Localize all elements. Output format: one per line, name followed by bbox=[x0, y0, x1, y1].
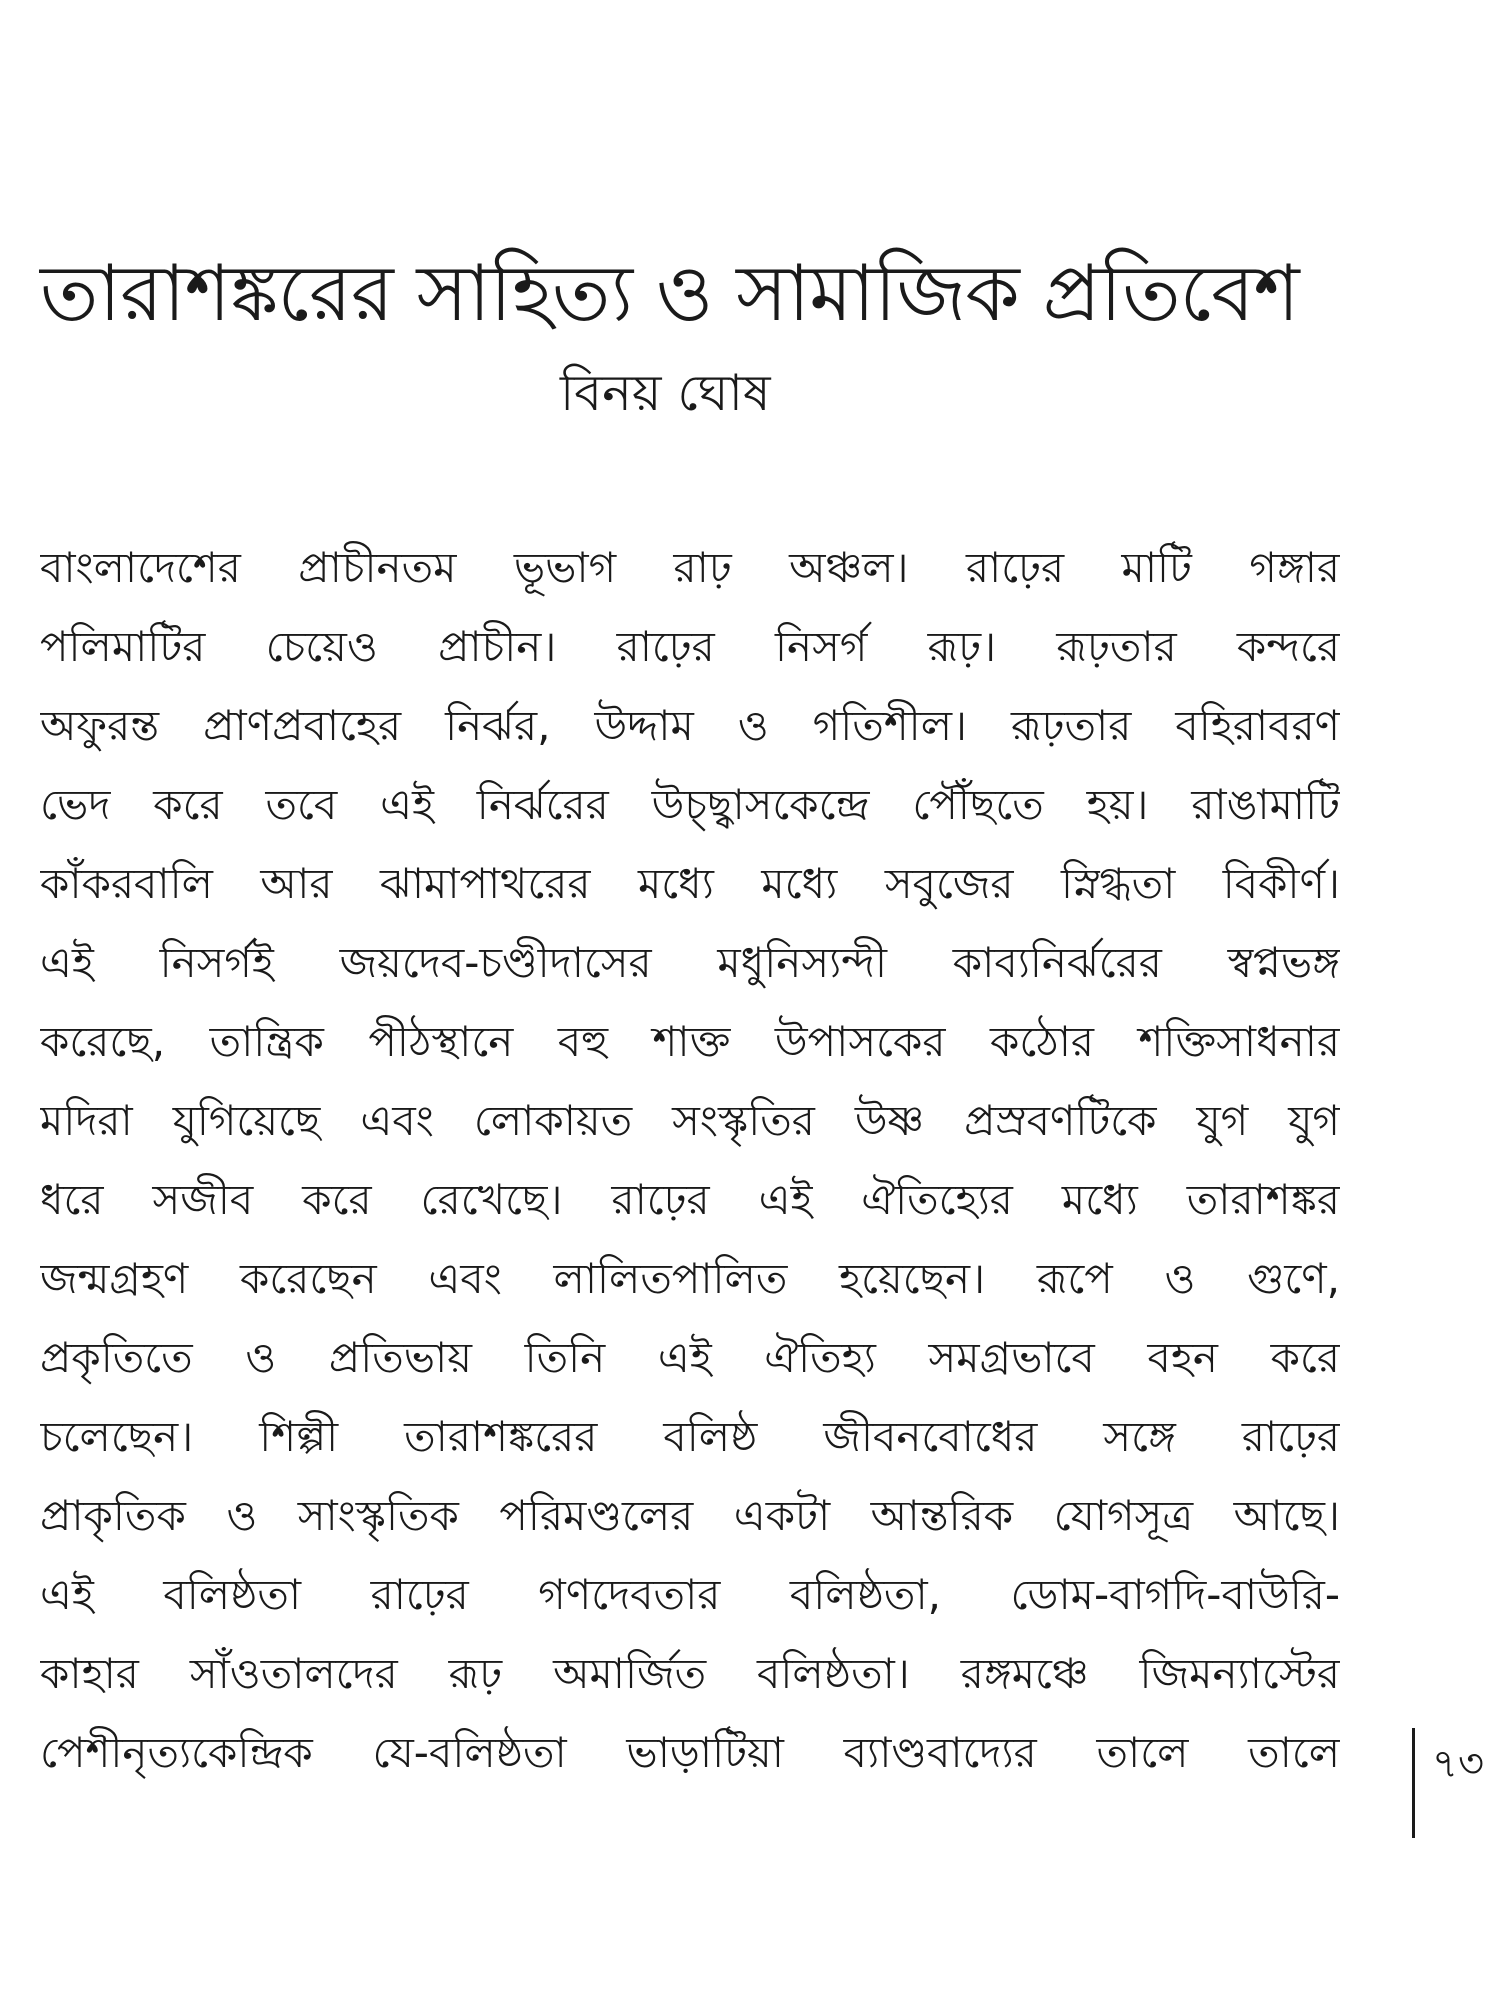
body-paragraph bbox=[40, 528, 1340, 1792]
article-title: তারাশঙ্করের সাহিত্য ও সামাজিক প্রতিবেশ bbox=[40, 249, 1299, 340]
text-line: প্রকৃতিতে ও প্রতিভায় তিনি এই ঐতিহ্য সমগ্রভাবে বহন করে bbox=[40, 1333, 1340, 1382]
text-line: মদিরা যুগিয়েছে এবং লোকায়ত সংস্কৃতির উষ্ণ প্রস্রবণটিকে যুগ যুগ bbox=[40, 1096, 1340, 1145]
text-line: অফুরন্ত প্রাণপ্রবাহের নির্ঝর, উদ্দাম ও গতিশীল। রূঢ়তার বহিরাবরণ bbox=[40, 701, 1340, 750]
text-line: জন্মগ্রহণ করেছেন এবং লালিতপালিত হয়েছেন। রূপে ও গুণে, bbox=[40, 1254, 1340, 1303]
text-line: ভেদ করে তবে এই নির্ঝরের উচ্ছ্বাসকেন্দ্রে পৌঁছতে হয়। রাঙামাটি bbox=[40, 780, 1340, 829]
text-line: প্রাকৃতিক ও সাংস্কৃতিক পরিমণ্ডলের একটা আন্তরিক যোগসূত্র আছে। bbox=[40, 1491, 1340, 1540]
text-line: করেছে, তান্ত্রিক পীঠস্থানে বহু শাক্ত উপাসকের কঠোর শক্তিসাধনার bbox=[40, 1017, 1340, 1066]
text-line: এই বলিষ্ঠতা রাঢ়ের গণদেবতার বলিষ্ঠতা, ডোম-বাগদি-বাউরি- bbox=[40, 1570, 1340, 1619]
text-line: কাহার সাঁওতালদের রূঢ় অমার্জিত বলিষ্ঠতা। রঙ্গমঞ্চে জিমন্যাস্টের bbox=[40, 1649, 1340, 1698]
text-line: কাঁকরবালি আর ঝামাপাথরের মধ্যে মধ্যে সবুজের স্নিগ্ধতা বিকীর্ণ। bbox=[40, 859, 1340, 908]
text-line: এই নিসর্গই জয়দেব-চণ্ডীদাসের মধুনিস্যন্দী কাব্যনির্ঝরের স্বপ্নভঙ্গ bbox=[40, 938, 1340, 987]
text-line: বাংলাদেশের প্রাচীনতম ভূভাগ রাঢ় অঞ্চল। রাঢ়ের মাটি গঙ্গার bbox=[40, 543, 1340, 592]
page-number: ৭৩ bbox=[1432, 1741, 1485, 1787]
text-line: পলিমাটির চেয়েও প্রাচীন। রাঢ়ের নিসর্গ রূঢ়। রূঢ়তার কন্দরে bbox=[40, 622, 1340, 671]
text-line: পেশীনৃত্যকেন্দ্রিক যে-বলিষ্ঠতা ভাড়াটিয়া ব্যাণ্ডবাদ্যের তালে তালে bbox=[40, 1728, 1340, 1777]
article-author: বিনয় ঘোষ bbox=[560, 364, 771, 422]
text-line: চলেছেন। শিল্পী তারাশঙ্করের বলিষ্ঠ জীবনবোধের সঙ্গে রাঢ়ের bbox=[40, 1412, 1340, 1461]
page-folio bbox=[1412, 1728, 1492, 1838]
text-line: ধরে সজীব করে রেখেছে। রাঢ়ের এই ঐতিহ্যের মধ্যে তারাশঙ্কর bbox=[40, 1175, 1340, 1224]
folio-divider bbox=[1412, 1728, 1415, 1838]
